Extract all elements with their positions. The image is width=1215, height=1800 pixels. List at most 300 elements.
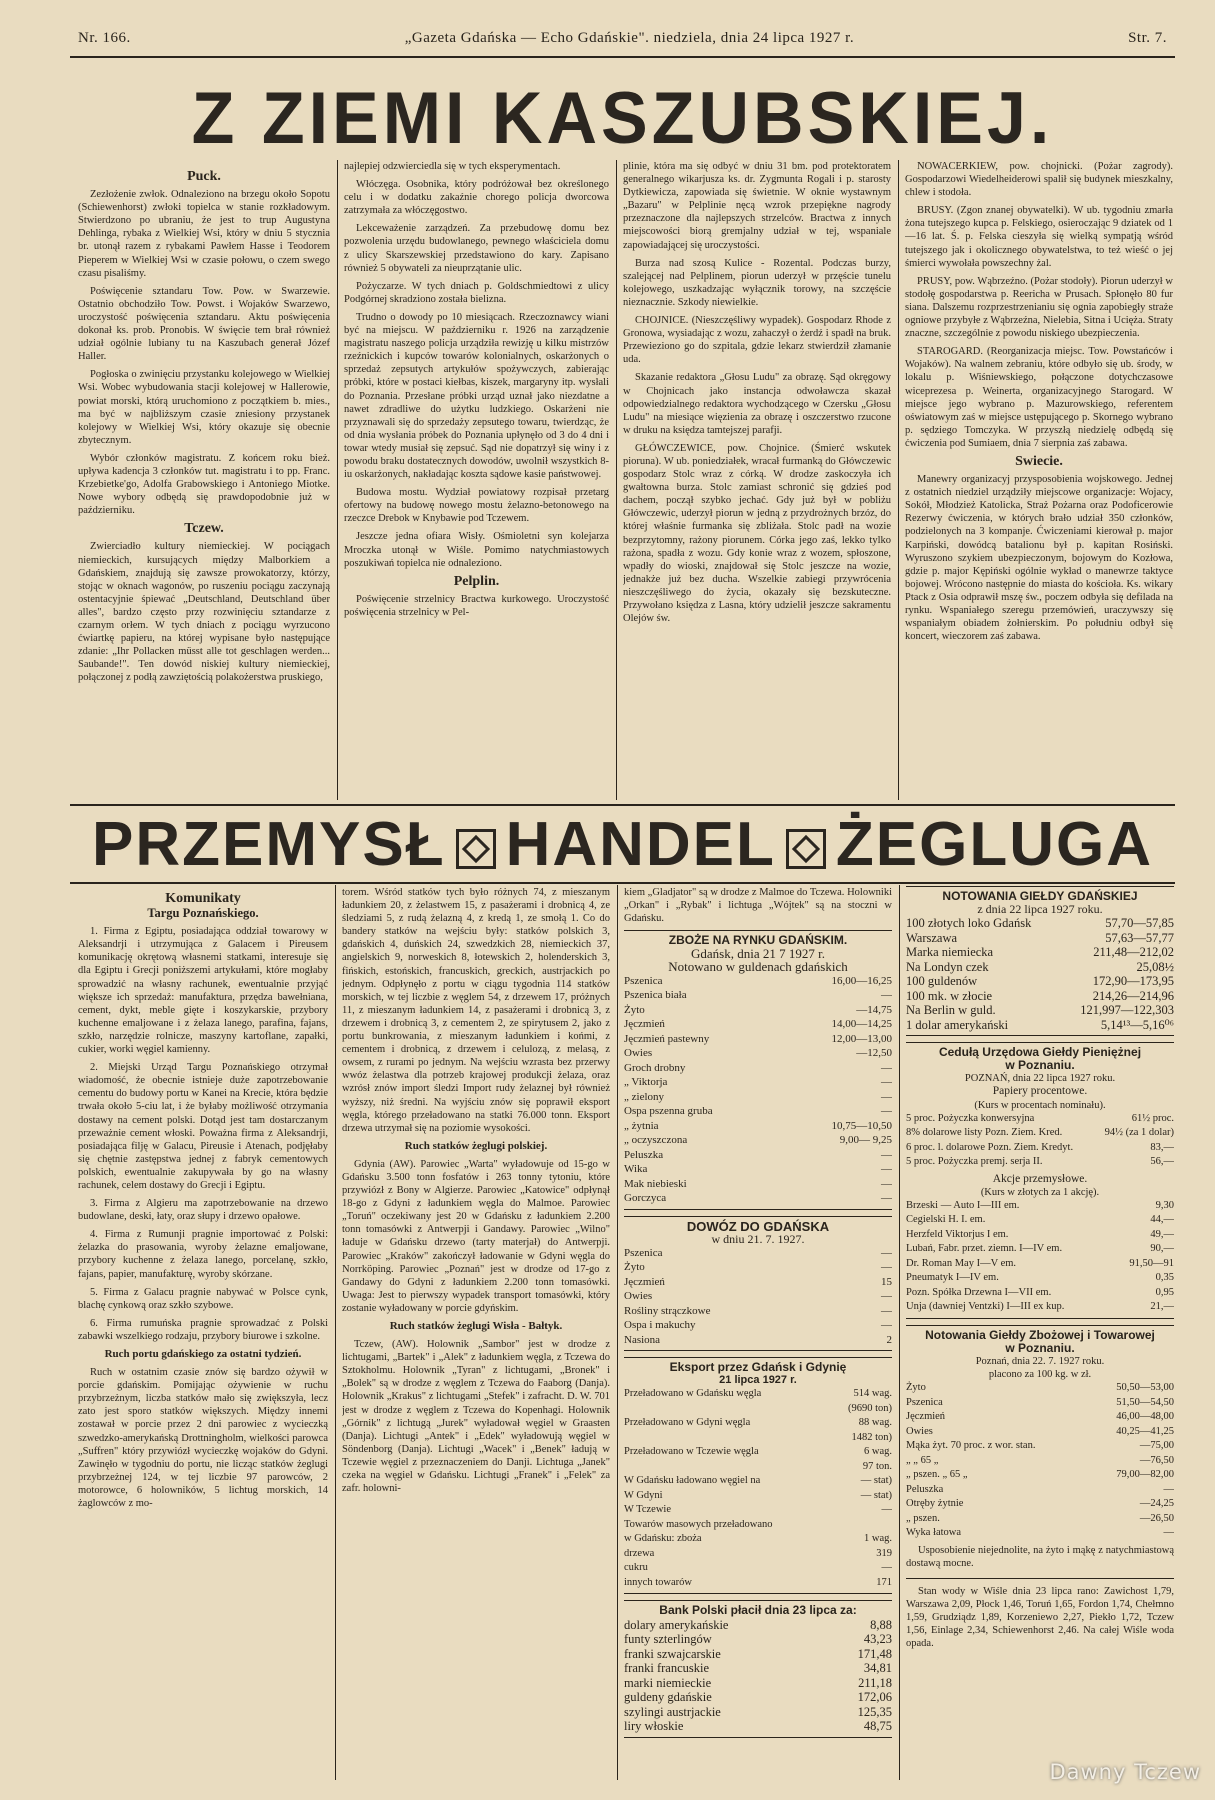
table-title: Cedułą Urzędowa Giełdy Pieniężnej: [938, 1045, 1142, 1060]
table-title: NOTOWANIA GIEŁDY GDAŃSKIEJ: [942, 889, 1138, 903]
row-value: —: [881, 1061, 892, 1074]
page-header: [78, 30, 1167, 52]
article-text: 3. Firma z Algieru ma zapotrzebowanie na drzewo budowlane, deski, łaty, oraz słupy i drzewo opałowe.: [78, 1198, 328, 1223]
row-value: 15: [881, 1275, 892, 1288]
row-value: —: [881, 1261, 892, 1274]
article-text: Pożyczarze. W tych dniach p. Goldschmiedtowi z ulicy Podgórnej skradziono została bielizna.: [344, 280, 609, 305]
table-row: [624, 1402, 892, 1417]
row-label: Przeładowano w Tczewie węgla: [624, 1446, 759, 1458]
table-row: [906, 1199, 1174, 1214]
section-title-kaszuby: Z ZIEMI KASZUBSKIEJ.: [191, 77, 1054, 159]
table-row: [624, 1576, 892, 1591]
row-value: —: [881, 1192, 892, 1205]
row-label: funty szterlingów: [624, 1632, 712, 1647]
header-rule: [70, 56, 1175, 58]
table-row: [624, 1318, 892, 1333]
article-text: PRUSY, pow. Wąbrzeźno. (Pożar stodoły). Piorun uderzył w stodołę gospodarstwa p. Reericha w Prusach. Spłonęło 80 fur siana. Dalszemu rozprzestrzenianiu się ognia zapobiegły straże ogniowe przybyłe z Wąbrzeźna, Nielebia, Sitna i Ucięża. Straty znaczne, szczególnie z powodu niskiego ubezpieczenia.: [905, 275, 1173, 340]
row-label: Unja (dawniej Ventzki) I—III ex kup.: [906, 1301, 1065, 1313]
row-label: Brzeski — Auto I—III em.: [906, 1199, 1020, 1211]
table-row: [906, 1425, 1174, 1440]
row-label: Pszenica: [624, 974, 663, 987]
table-row: [624, 1304, 892, 1319]
row-value: 56,—: [1150, 1156, 1174, 1168]
row-value: 171,48: [857, 1646, 892, 1661]
article-text: Skazanie redaktora „Głosu Ludu" za obrazę. Sąd okręgowy w Chojnicach jako instancja odwoławcza skazał odpowiedzialnego redaktora wychodzącego w Czersku „Głosu Ludu" na miesiące więzienia za obrazę i oszczerstwo rzucone w druku na księdza tamtejszej parafji.: [623, 372, 891, 436]
table-row: [624, 1647, 892, 1662]
row-label: Pszenica: [906, 1396, 943, 1408]
table-row: [624, 1561, 892, 1576]
table-title: Eksport przez Gdańsk i Gdynię: [669, 1360, 847, 1375]
row-value: —: [881, 1148, 892, 1161]
table-row: [624, 1246, 892, 1261]
row-value: 57,63—57,77: [1105, 930, 1174, 945]
table-row: [906, 1468, 1174, 1483]
table-row: [624, 1075, 892, 1090]
issue-number: Nr. 166.: [78, 30, 131, 46]
table-row: [624, 1503, 892, 1518]
article-text: Burza nad szosą Kulice - Rozental. Podczas burzy, szalejącej nad Pelplinem, piorun uderzył w przęście tunelu kolejowego, uszkadzając wyłącznik torowy, na szczęście nieznacznie. Szkody niewielkie.: [623, 257, 891, 308]
table-subheading: Papiery procentowe.: [992, 1085, 1088, 1098]
row-value: 0,35: [1155, 1272, 1174, 1284]
row-label: Na Londyn czek: [906, 959, 989, 974]
row-value: 2: [886, 1333, 892, 1346]
row-value: — stat): [860, 1489, 892, 1501]
row-label: franki szwajcarskie: [624, 1646, 721, 1661]
row-label: 100 złotych loko Gdańsk: [906, 916, 1032, 931]
row-value: 1482 ton): [851, 1431, 892, 1443]
row-label: „ pszen. „ 65 „: [906, 1469, 968, 1481]
table-date: POZNAŃ, dnia 22 lipca 1927 roku.: [964, 1073, 1116, 1085]
table-row: [906, 1454, 1174, 1469]
row-label: Ospa i makuchy: [624, 1319, 696, 1332]
row-label: szylingi austrjackie: [624, 1704, 721, 1719]
row-label: Przeładowano w Gdyni węgla: [624, 1417, 751, 1429]
table-row: [906, 1228, 1174, 1243]
row-label: Mąka żyt. 70 proc. z wor. stan.: [906, 1440, 1036, 1452]
row-label: Peluszka: [906, 1483, 944, 1495]
article-text: NOWACERKIEW, pow. chojnicki. (Pożar zagrody). Gospodarzowi Wiedelheiderowi spalił się budynek mieszkalny, chlew i stodoła.: [905, 161, 1173, 199]
row-label: Jęczmień: [906, 1411, 946, 1423]
row-label: 5 proc. Pożyczka premj. serja II.: [906, 1156, 1043, 1168]
table-row: [906, 1213, 1174, 1228]
table-row: [624, 1133, 892, 1148]
row-label: Lubań, Fabr. przet. ziemn. I—IV em.: [906, 1243, 1063, 1255]
table-row: [624, 1387, 892, 1402]
table-row: [624, 1416, 892, 1431]
heading-komunikaty: Komunikaty: [165, 891, 241, 906]
row-value: 79,00—82,00: [1116, 1469, 1174, 1481]
row-label: Żyto: [624, 1261, 645, 1274]
table-row: [624, 974, 892, 989]
table-rows: [906, 1381, 1174, 1541]
water-level-note: Stan wody w Wiśle dnia 23 lipca rano: Zawichost 1,79, Warszawa 2,09, Płock 1,46, Toruń 1,65, Fordon 1,74, Chełmno 1,59, Grudziądz 1,89, Korzeniewo 2,27, Piekło 1,72, Tczew 1,56, Einlage 2,34, Schiewenhorst 2,46. Na całej Wiśle woda opada.: [906, 1585, 1174, 1650]
row-label: innych towarów: [624, 1576, 692, 1588]
table-subheading: (Kurs w procentach nominału).: [974, 1099, 1106, 1111]
row-value: —: [881, 1177, 892, 1190]
column-3: [623, 160, 891, 800]
column-rule: [616, 160, 617, 800]
row-label: drzewa: [624, 1547, 655, 1559]
row-value: 9,30: [1155, 1199, 1174, 1211]
export-table: [624, 1357, 892, 1594]
article-text: najlepiej odzwierciedla się w tych eksperymentach.: [344, 161, 561, 172]
row-label: 1 dolar amerykański: [906, 1017, 1009, 1032]
row-value: —: [1163, 1483, 1174, 1495]
article-text: STAROGARD. (Reorganizacja miejsc. Tow. Powstańców i Wojaków). Na walnem zebraniu, które odbyło się ub. środy, w lokalu p. Wiśniewskiego, połączone dotychczasowe wiceprezesa p. Weinerta, organizacyjnego Starogard. W miejsce jego wybrano p. Mazurowskiego, referentem oświatowym zaś w miejsce ustępującego p. Skornego wybrano p. sędziego Tomczyka. W przyszłą niedzielę odbędą się ćwiczenia pod Sumiaem, dnia 7 sierpnia zaś zabawa.: [905, 346, 1173, 449]
row-value: 83,—: [1150, 1141, 1174, 1153]
row-label: Jęczmień: [624, 1275, 665, 1288]
article-text: BRUSY. (Zgon znanej obywatelki). W ub. tygodniu zmarła żona tutejszego kupca p. Felskiego, osieroczając 9 dziatek od 1—16 lat. Ś. p. Felska cieszyła się wielką sympatją wśród tutejszego jak i okolicznego obywatelstwa, to też wieść o jej śmierci wywołała powszechny żal.: [905, 205, 1173, 269]
column-rule: [899, 885, 900, 1780]
table-row: [624, 1003, 892, 1018]
row-label: guldeny gdańskie: [624, 1690, 712, 1705]
table-row: [906, 945, 1174, 960]
section-title-industry: [70, 808, 1175, 882]
table-title: ZBOŻE NA RYNKU GDAŃSKIM.: [668, 933, 848, 948]
table-subtitle: w dniu 21. 7. 1927.: [711, 1231, 805, 1246]
row-value: 16,00—16,25: [831, 974, 892, 987]
supply-table: [624, 1216, 892, 1352]
row-label: W Tczewie: [624, 1504, 671, 1516]
table-row: [624, 1162, 892, 1177]
row-label: dolary amerykańskie: [624, 1617, 729, 1632]
row-label: W Gdyni: [624, 1489, 663, 1501]
row-value: 88 wag.: [858, 1417, 892, 1429]
article-text: Gdynia (AW). Parowiec „Warta" wyładowuje od 15-go w Gdańsku 3.500 tonn fosfatów i 263 tonny tytoniu, które przywiózł z Bony w Algierze. Parowiec „Katowice" odpłynął 18-go z Gdyni z ładunkiem węgla do Malmoe. Parowiec „Toruń" oczekiwany jest 20 w Gdańsku z ładunkiem 2.200 tonn tomasówki z Antwerpji i Gandawy. Parowiec „Wilno" ładuje w Gdańsku drzewo (tarty materjał) do Antwerpji. Parowiec „Kraków" zakończył ładowanie w Gdyni węgla do Norrköping. Parowiec „Poznań" jest w drodze od 17-go z Gandawy do Gdyni z ładunkiem 2.200 tonn tomasówki. Uwaga: Jest to pierwszy wypadek transport tomasówki, który zostanie wyładowany w porcie gdyńskim.: [342, 1158, 610, 1314]
row-label: Przeładowano w Gdańsku węgla: [624, 1388, 762, 1400]
article-text: 1. Firma z Egiptu, posiadająca oddział towarowy w Aleksandrji i utrzymująca z Galacem i Pireusem komunikację okrętową własnemi statkami, interesuje się dla Egiptu i Grecji poniższemi artykułami, które mogłaby sprowadzić na własny rachunek, ewentualnie przyjąć większe ich sprzedaż: manufaktura, przędza bawełniana, cement, dykt, meble gięte i koszykarskie, przybory kuchenne emaljowane i z żelaza lanego, parafina, fajans, szkło, narzędzie rolnicze, maszyny kartoflane, zapałki, cukier, worki węgiel kamienny.: [78, 926, 328, 1056]
title-word: HANDEL: [505, 810, 776, 879]
row-label: Warszawa: [906, 930, 958, 945]
row-value: 6 wag.: [864, 1446, 892, 1458]
table-row: [624, 1719, 892, 1734]
row-label: Na Berlin w guld.: [906, 1003, 996, 1018]
article-text: Wybór członków magistratu. Z końcem roku bież. upływa kadencja 3 członków tut. magistratu i to pp. Franc. Krzebietke'go, Adolfa Grabowskiego i Antoniego Miotke. Nowe wybory odbędą się prawdopodobnie już w październiku.: [78, 452, 330, 517]
column-rule: [617, 885, 618, 1780]
row-label: 100 mk. w złocie: [906, 988, 993, 1003]
article-text: Poświęcenie strzelnicy Bractwa kurkowego. Uroczystość poświęcenia strzelnicy w Pel-: [344, 593, 609, 618]
row-label: Rośliny strączkowe: [624, 1304, 711, 1317]
table-row: [624, 1260, 892, 1275]
table-rows: [906, 1199, 1174, 1315]
row-value: —26,50: [1139, 1512, 1174, 1524]
row-value: 51,50—54,50: [1116, 1396, 1174, 1408]
row-value: —: [881, 1105, 892, 1118]
row-label: liry włoskie: [624, 1719, 684, 1734]
row-value: 121,997—122,303: [1080, 1003, 1174, 1018]
table-row: [906, 1300, 1174, 1315]
heading-targ: Targu Poznańskiego.: [147, 906, 259, 921]
table-row: [906, 1526, 1174, 1541]
table-rows: [624, 974, 892, 1206]
row-value: —: [1163, 1527, 1174, 1539]
exchange-table: [906, 886, 1174, 1036]
row-label: Owies: [624, 1290, 653, 1303]
table-row: [906, 1512, 1174, 1527]
row-label: „ żytnia: [624, 1119, 659, 1132]
row-value: —: [881, 1562, 892, 1574]
row-value: 44,—: [1150, 1214, 1174, 1226]
bottom-column-3: [624, 886, 892, 1780]
article-text: GŁÓWCZEWICE, pow. Chojnice. (Śmierć wskutek pioruna). W ub. poniedziałek, wracał furmanką do Główczewic gospodarz Stolc wraz z córką. W drodze zaskoczyła ich gwałtowna burza. Stolc zamiast schronić się gdzieś pod dachem, począł szybko jechać. Gdy już był w pobliżu Główczewic, uderzył piorun w jedną z przydrożnych brzóz, do której właśnie furmanka się zbliżała. Stolc padł na wozie bezprzytomny, rażony piorunem. Córka jego zaś, lekko tylko rażona, spadła z wozu. Gdy konie wraz z wozem, spłoszone, wpadły do wioski, znajdował się Stolc jeszcze na wozie, jednakże już bez ducha. Wszelkie zabiegi przywrócenia nieszczęśliwego do życia, okazały się bezskuteczne. Przywołano księdza z Lasna, który udzielił jeszcze sakramentu Olejów św.: [623, 442, 891, 625]
table-subtitle: z dnia 22 lipca 1927 roku.: [977, 902, 1103, 917]
column-rule: [898, 160, 899, 800]
table-row: [906, 1396, 1174, 1411]
table-row: [906, 1018, 1174, 1033]
table-row: [624, 1632, 892, 1647]
row-label: Pneumatyk I—IV em.: [906, 1272, 999, 1284]
row-value: 214,26—214,96: [1092, 988, 1174, 1003]
table-row: [906, 1257, 1174, 1272]
row-label: Jęczmień pastewny: [624, 1032, 710, 1045]
row-label: W Gdańsku ładowano węgiel na: [624, 1475, 761, 1487]
row-label: „ zielony: [624, 1090, 665, 1103]
row-label: „ „ 65 „: [906, 1454, 939, 1466]
table-row: [624, 1191, 892, 1206]
heading-port: Ruch portu gdańskiego za ostatni tydzień.: [104, 1348, 302, 1360]
row-label: Pozn. Spółka Drzewna I—VII em.: [906, 1286, 1052, 1298]
row-label: Jęczmień: [624, 1018, 665, 1031]
row-label: Marka niemiecka: [906, 945, 994, 960]
row-value: 43,23: [863, 1632, 892, 1647]
row-value: —: [881, 1290, 892, 1303]
column-2: [344, 160, 609, 800]
table-row: [624, 1333, 892, 1348]
row-label: cukru: [624, 1562, 648, 1574]
row-value: —14,75: [856, 1003, 892, 1016]
table-row: [624, 1547, 892, 1562]
row-value: — stat): [860, 1475, 892, 1487]
row-label: Cegielski H. I. em.: [906, 1214, 986, 1226]
row-label: „ Viktorja: [624, 1076, 668, 1089]
row-value: (9690 ton): [847, 1402, 892, 1414]
article-text: 6. Firma rumuńska pragnie sprowadzać z Polski zabawki wszelkiego rodzaju, przybory biurowe i szkolne.: [78, 1317, 328, 1342]
table-row: [906, 1271, 1174, 1286]
row-value: 90,—: [1150, 1243, 1174, 1255]
row-value: 211,48—212,02: [1093, 945, 1174, 960]
row-value: 10,75—10,50: [831, 1119, 892, 1132]
table-row: [906, 974, 1174, 989]
bottom-column-4: [906, 886, 1174, 1780]
article-text: plinie, która ma się odbyć w dniu 31 bm. pod protektoratem generalnego wikarjusza ks. dr. Zygmunta Rogali i p. starosty Dytkiewicza, zapowiada się świetnie. W oknie wystawnym „Bazaru" w Pelplinie nęcą wzrok przepiękne nagrody przeznaczone dla najlepszych strzelców. Bractwa z innych miejscowości biorą gremjalny udział w tej, wspaniale zapowiadającej się uroczystości.: [623, 161, 891, 251]
table-subtitle: 21 lipca 1927 r.: [719, 1374, 797, 1387]
table-row: [624, 1275, 892, 1290]
table-row: [624, 1705, 892, 1720]
row-value: 25,08½: [1136, 959, 1174, 974]
row-value: 50,50—53,00: [1116, 1382, 1174, 1394]
table-row: [906, 1286, 1174, 1301]
article-text: Zwierciadło kultury niemieckiej. W pociągach niemieckich, kursujących między Malborkiem a Gdańskiem, znajdują się zawsze prowokatorzy, którzy, stojąc w oknach wagonów, po ruszeniu pociągu zaczynają ostentacyjnie śpiewać „Deutschland, Deutschland über alles", bardzo często przy rozwinięciu sztandarze z czarnym orłem. W tych dniach z pociągu wyrzucono ćwiartkę papieru, na której wypisane było następujące zdanie: „Ihr Pollacken müsst alle tot geschlagen werden... Saubande!". Ten dowód niskiej kultury niemieckiej, połączonej z podłą zawziętością polakożerstwa pruskiego,: [78, 541, 330, 684]
article-text: Włóczęga. Osobnika, który podróżował bez określonego celu i w dodatku zakaźnie chorego policja dworcowa zatrzymała za włóczęgostwo.: [344, 179, 609, 217]
table-row: [906, 1155, 1174, 1170]
row-label: Mak niebieski: [624, 1177, 687, 1190]
table-row: [624, 1032, 892, 1047]
row-value: 514 wag.: [853, 1388, 892, 1400]
table-rows: [624, 1246, 892, 1348]
row-value: —: [881, 1319, 892, 1332]
row-label: Żyto: [624, 1003, 645, 1016]
article-text: torem. Wśród statków tych było różnych 74, z mieszanym ładunkiem 20, z żelastwem 15, z pasażerami i drobnicą 4, ze śledziami 5, z rudą żelazną 4, z kredą 1, ze smołą 1. Co do bandery statków na wejściu były: statków polskich 3, gdańskich 4, duńskich 24, szwedzkich 28, niemieckich 37, angielskich 9, norweskich 8, łotewskich 2, holenderskich 3, fińskich, estońskich, francuskich, greckich, austrjackich po jednym. Odpłynęło z portu w ciągu tygodnia 114 statków morskich, w tej liczbie z węglem 54, z drzewem 17, próżnych 11, z mieszanym ładunkiem 14, z pasażerami i drobnicą 3, z drzewem i drobnicą 3, z cementem 2, ze spirytusem 2, jako z portu bunkrowania, z mieszanym ładunkiem i końmi, z cementem i drobnicą, z drzewem i celulozą, z melasą, z owsem, z rurami po jednym. Na wejściu wzrasta bez przerwy wwóz żelastwa dla potrzeb krajowej produkcji żelaza, oraz wzrósł znów import śledzi Import rudy żelaznej był również wyższy, niż średni. Na wyjściu znów się poprawił eksport węgla, którego przeładowano na statki 76.000 tonn. Eksport drzewa utrzymał się na poziomie wysokości.: [342, 887, 610, 1134]
table-row: [624, 1177, 892, 1192]
table-row: [624, 1445, 892, 1460]
table-row: [624, 1661, 892, 1676]
heading-pelplin: Pelplin.: [453, 573, 500, 589]
row-label: marki niemieckie: [624, 1675, 712, 1690]
table-row: [624, 1090, 892, 1105]
section-rule: [70, 804, 1175, 806]
heading-puck: Puck.: [187, 169, 221, 184]
ornament-icon: [456, 829, 496, 869]
row-value: —: [881, 1090, 892, 1103]
row-label: „ pszen.: [906, 1512, 940, 1524]
row-value: 94½ (za 1 dolar): [1104, 1127, 1174, 1139]
row-value: —: [881, 1163, 892, 1176]
row-label: Żyto: [906, 1382, 926, 1394]
article-text: 5. Firma z Galacu pragnie nabywać w Polsce cynk, blachę cynkową oraz szkło szybowe.: [78, 1286, 328, 1311]
row-label: Owies: [624, 1047, 653, 1060]
table-row: [906, 1112, 1174, 1127]
grain-exchange-poznan: [906, 1325, 1174, 1579]
title-word: ŻEGLUGA: [835, 810, 1154, 879]
table-title: DOWÓZ DO GDAŃSKA: [686, 1218, 830, 1234]
table-row: [624, 1289, 892, 1304]
article-text: Trudno o dowody po 10 miesiącach. Rzeczoznawcy wiani być na miejscu. W październiku r. 1926 na zarządzenie magistratu naszego policja urządziła rewizję u kilku mistrzów rzeźnickich i kupców towarów kolonialnych, oskarżonych o sprzedaż zepsutych artykułów spożywczych, zabierając próbki, które w postaci kiełbas, kiszek, margaryny itp. wysłali do Poznania. Przesłane próbki urząd uznał jako niezdatne a nawet zdradliwe do użytku ludzkiego. Oskarżeni nie przyznawali się do sprzedaży zepsutego towaru, twierdząc, że od dnia wysłania próbek do Poznania upłynęło od 3 do 4 dni i towar wtedy musiał się zepsuć. Sąd nie dopatrzył się winy i z powodu braku dostatecznych dowodów, uwolnił wszystkich 8-iu oskarżonych, nakładając koszta sądowe kasie państwowej.: [344, 311, 609, 481]
table-row: [906, 1141, 1174, 1156]
article-text: Jeszcze jedna ofiara Wisły. Ośmioletni syn kolejarza Mroczka utonął w Wiśle. Pomimo natychmiastowych poszukiwań topielca nie odnaleziono.: [344, 531, 609, 569]
row-value: 57,70—57,85: [1105, 916, 1174, 931]
table-subtitle: Gdańsk, dnia 21 7 1927 r.: [691, 946, 825, 962]
bank-table: [624, 1600, 892, 1737]
row-value: 0,95: [1155, 1286, 1174, 1298]
table-date: Poznań, dnia 22. 7. 1927 roku.: [975, 1356, 1105, 1368]
row-label: Wika: [624, 1163, 648, 1176]
table-row: [624, 1148, 892, 1163]
table-title: Notowania Giełdy Zbożowej i Towarowej: [925, 1327, 1155, 1342]
column-rule: [335, 885, 336, 1780]
table-row: [624, 1017, 892, 1032]
table-row: [906, 931, 1174, 946]
article-text: 2. Miejski Urząd Targu Poznańskiego otrzymał wiadomość, że obecnie istnieje duże zapotrzebowanie cementu do budowy portu w Kanei na Krecie, która będzie trwała około 5-ciu lat, i że byłaby możliwość otrzymania dostawy na cement polski. Dotąd jest tam dostarczanym przeważnie cement włoski. Poważna firma z Aleksandrji, posiadająca filję w Galacu, Pireusie i Atenach, podjęłaby się chętnie zastępstwa jednej z fabryk cementowych polskich, ewentualnie zakupywała by go na własny rachunek, celem dostawy do Grecji i Egiptu.: [78, 1062, 328, 1191]
table-row: [906, 1497, 1174, 1512]
row-label: Owies: [906, 1425, 933, 1437]
row-value: —75,00: [1139, 1440, 1174, 1452]
table-row: [906, 916, 1174, 931]
table-row: [624, 1431, 892, 1446]
row-label: Peluszka: [624, 1148, 664, 1161]
article-text: 4. Firma z Rumunji pragnie importować z Polski: żelazka do prasowania, wyroby żelazne emaljowane, przybory kuchenne z żelaza lanego, porcelanę, szkło, fajans, papier, manufakturę, wyroby skórzane.: [78, 1229, 328, 1280]
table-row: [624, 1489, 892, 1504]
table-row: [906, 1003, 1174, 1018]
row-label: 100 guldenów: [906, 974, 978, 989]
bottom-column-1: [78, 890, 328, 1780]
row-label: w Gdańsku: zboża: [624, 1533, 702, 1545]
article-text: Ruch w ostatnim czasie znów się bardzo ożywił w porcie gdańskim. Pomijając ożywienie w ruchu przybrzeżnym, liczba statków mało się zwiększyła, lecz zato jest sporo statków większych. Między innemi zostawał w porcie przez 2 dni parowiec z wycieczką szwedzko-amerykańską Drottningholm, wielkości parowca „Suffren" który przywiózł wycieczkę wojaków do Gdyni. Zawinęło w tygodniu do portu, nie licząc statków żeglugi przybrzeżnej 124, w tej liczbie 97 parowców, 2 motorowce, 6 holowników, 5 lichtug morskich, 14 żaglowców z mo-: [78, 1367, 328, 1510]
table-subtitle: placono za 100 kg. w zł.: [988, 1369, 1092, 1381]
row-value: 46,00—48,00: [1116, 1411, 1174, 1423]
table-subheading: Akcje przemysłowe.: [992, 1172, 1088, 1185]
table-row: [906, 960, 1174, 975]
row-label: Towarów masowych przeładowano: [624, 1518, 773, 1530]
heading-swiecie: Swiecie.: [1015, 453, 1063, 469]
table-row: [624, 1046, 892, 1061]
table-subtitle: Notowano w guldenach gdańskich: [668, 959, 848, 975]
row-value: —: [881, 1246, 892, 1259]
row-label: Nasiona: [624, 1333, 661, 1346]
column-1: [78, 168, 330, 800]
row-label: Groch drobny: [624, 1061, 686, 1074]
row-value: —24,25: [1139, 1498, 1174, 1510]
article-text: CHOJNICE. (Nieszczęśliwy wypadek). Gospodarz Rhode z Gronowa, wysiadając z wozu, zahaczył o żerdź i spadł na bruk. Przewieziono go do szpitala, gdzie lekarz stwierdził złamanie uda.: [623, 315, 891, 366]
row-label: Pszenica biała: [624, 989, 687, 1002]
row-label: Ospa pszenna gruba: [624, 1105, 713, 1118]
row-value: 91,50—91: [1129, 1257, 1174, 1269]
heading-tczew: Tczew.: [184, 521, 224, 537]
row-value: 1 wag.: [864, 1533, 892, 1545]
table-row: [906, 1126, 1174, 1141]
bottom-column-2: [342, 886, 610, 1780]
article-text: Lekceważenie zarządzeń. Za przebudowę domu bez pozwolenia urzędu budowlanego, pewnego właściciela domu z ulicy Skarszewskiej przedstawiono do kary. Zapisano również 5 obywateli za nieuprzątanie ulic.: [344, 223, 609, 274]
row-value: —12,50: [856, 1047, 892, 1060]
table-row: [906, 1483, 1174, 1498]
table-row: [624, 1518, 892, 1533]
heading-polish-shipping: Ruch statków żeglugi polskiej.: [404, 1139, 548, 1152]
column-rule: [337, 160, 338, 800]
row-value: 14,00—14,25: [831, 1018, 892, 1031]
article-text: Budowa mostu. Wydział powiatowy rozpisał przetarg ofertowy na budowę nowego mostu żelazno-betonowego na rzeczce Drebok w Knybawie pod Tczewem.: [344, 487, 609, 525]
row-value: 8,88: [870, 1617, 892, 1632]
row-label: Wyka łatowa: [906, 1527, 962, 1539]
table-title: w Poznaniu.: [1005, 1058, 1075, 1073]
row-value: —: [881, 989, 892, 1002]
row-value: 12,00—13,00: [831, 1032, 892, 1045]
article-text: kiem „Gladjator" są w drodze z Malmoe do Tczewa. Holowniki „Orkan" i „Rybak" i lichtuga „Wójtek" są na stoczni w Gdańsku.: [624, 887, 892, 925]
row-value: 211,18: [858, 1675, 892, 1690]
table-title: w Poznaniu.: [1005, 1340, 1075, 1355]
table-row: [624, 1676, 892, 1691]
row-value: 40,25—41,25: [1116, 1425, 1174, 1437]
heading-vistula-baltic: Ruch statków żeglugi Wisła - Bałtyk.: [389, 1320, 563, 1332]
table-subheading: (Kurs w złotych za 1 akcję).: [980, 1186, 1100, 1198]
table-row: [624, 1061, 892, 1076]
table-row: [906, 1439, 1174, 1454]
row-value: —76,50: [1139, 1454, 1174, 1466]
table-row: [906, 1242, 1174, 1257]
row-label: 6 proc. l. dolarowe Pozn. Ziem. Kredyt.: [906, 1141, 1074, 1153]
table-row: [906, 989, 1174, 1004]
table-row: [624, 1690, 892, 1705]
row-value: 48,75: [863, 1719, 892, 1734]
row-label: 5 proc. Pożyczka konwersyjna: [906, 1112, 1035, 1124]
article-text: Poświęcenie sztandaru Tow. Pow. w Swarzewie. Ostatnio obchodziło Tow. Powst. i Wojaków Swarzewo, uroczystość poświęcenia sztandaru. Aktu poświęcenia dokonał ks. prob. Pronobis. W święcie tem brał również udział ogólnie lubiany tu na Kaszubach generał Józef Haller.: [78, 285, 330, 363]
row-value: 21,—: [1150, 1301, 1174, 1313]
row-value: 9,00— 9,25: [839, 1134, 892, 1147]
row-value: 319: [876, 1547, 892, 1559]
row-value: 172,90—173,95: [1092, 974, 1174, 989]
row-value: —: [881, 1076, 892, 1089]
table-rows: [624, 1618, 892, 1734]
ornament-icon: [786, 829, 826, 869]
article-text: Tczew, (AW). Holownik „Sambor" jest w drodze z lichtugami, „Bartek" i „Alek" z ładunkiem węgla, z Tczewa do Sztokholmu. Holownik „Tyran" z lichtugami, „Bronek" i „Bolek" są w drodze z węglem z Tczewa do Faaborg (Danja). Holownik „Krakus" z lichtugami „Stefek" i zafracht. D. W. 701 jest w drodze z węglem z Tczewa do Kopenhagi. Holownik „Górnik" z lichtugą „Jurek" wyładował węgiel w Graasten (Danja). Lichtugi „Antek" i „Edek" wyładowują węgiel w Söndenborg (Danja). Lichtugi „Wacek" i „Benek" ładują w Tczewie węgiel z przeznaczeniem do Danji. Lichtuga „Janek" czeka na węgiel w Gdańsku. Lichtugi „Franek" i „Felek" za zafr. holowni-: [342, 1339, 610, 1495]
table-title: Bank Polski płacił dnia 23 lipca za:: [659, 1603, 857, 1618]
row-value: —: [881, 1504, 892, 1516]
table-row: [624, 988, 892, 1003]
row-value: 49,—: [1150, 1228, 1174, 1240]
row-label: Pszenica: [624, 1246, 663, 1259]
article-text: Zezłożenie zwłok. Odnaleziono na brzegu około Sopotu (Schiewenhorst) zwłoki topielca w stanie rozkładowym. Stwierdzono po ubraniu, że jest to trup Augustyna Dehlinga, rybaka z Wielkiej Wsi, który w dniu 5 stycznia br. utonął razem z rybakami Pawłem Hasse i Teodorem Pieperem w Wielkiej Wsi w czasie połowu, o czem swego czasu pisaliśmy.: [78, 189, 330, 279]
row-value: 61½ proc.: [1131, 1112, 1174, 1124]
market-note: Usposobienie niejednolite, na żyto i mąkę z natychmiastową dostawą mocne.: [906, 1544, 1174, 1569]
row-label: „ oczyszczona: [624, 1134, 688, 1147]
